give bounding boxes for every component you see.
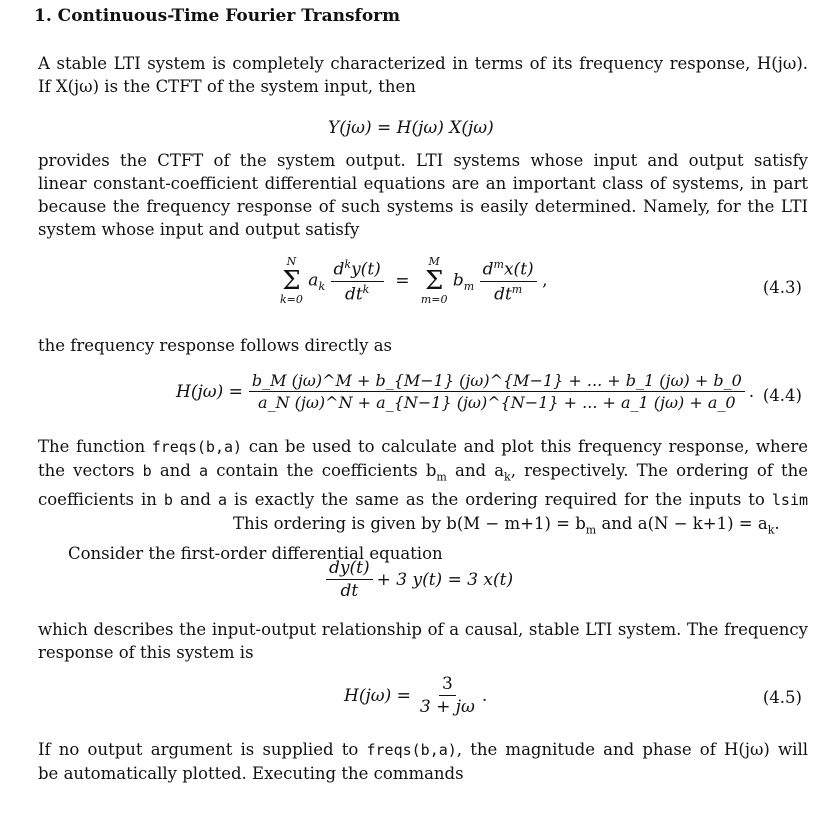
derivative-fraction xyxy=(480,258,537,304)
subscript: k xyxy=(318,279,326,293)
code-b: b xyxy=(142,462,152,480)
text-line xyxy=(38,488,808,512)
text: and xyxy=(159,461,191,480)
paragraph-follows xyxy=(38,334,808,357)
superscript: m xyxy=(511,282,523,296)
subscript: k xyxy=(504,470,511,484)
equation-4-4 xyxy=(176,371,754,412)
text-line: If X(jω) is the CTFT of the system input, then xyxy=(38,77,416,96)
text-line: provides the CTFT of the system output. LTI systems whose input and output satisfy xyxy=(38,151,808,170)
numerator: 3 xyxy=(439,674,456,696)
denominator: dt xyxy=(340,581,359,601)
paragraph-intro xyxy=(38,52,808,98)
text-line: Consider the first-order differential equation xyxy=(68,543,443,563)
paragraph-plot xyxy=(38,738,808,785)
text: and a(N − k+1) = a xyxy=(601,514,768,534)
transfer-function-fraction xyxy=(249,371,745,412)
summation-m xyxy=(421,256,448,306)
equation-number: (4.4) xyxy=(762,386,802,405)
numerator: d xyxy=(333,259,345,280)
paragraph-lti xyxy=(38,149,808,241)
superscript: k xyxy=(362,282,370,296)
equation-first-order xyxy=(326,558,513,601)
text: If no output argument is supplied to xyxy=(38,740,359,759)
superscript: k xyxy=(344,257,352,271)
text: , the magnitude and phase of H(jω) will xyxy=(456,740,808,759)
summation-k xyxy=(280,256,303,306)
code-lsim: lsim xyxy=(771,491,809,510)
paragraph-causal xyxy=(38,618,808,664)
subscript: k xyxy=(767,523,775,537)
numerator: dy(t) xyxy=(326,558,373,580)
text: and xyxy=(179,490,211,510)
subscript: m xyxy=(463,279,475,293)
sum-lower-limit: k=0 xyxy=(280,293,303,306)
code-a: a xyxy=(199,462,209,480)
derivative-fraction xyxy=(326,558,373,601)
text-line: the frequency response follows directly as xyxy=(38,336,393,355)
denominator: dt xyxy=(344,284,363,305)
denominator: 3 + jω xyxy=(419,697,475,717)
coefficient-a: a xyxy=(308,270,319,291)
equation-number: (4.5) xyxy=(762,688,802,707)
code-a: a xyxy=(217,491,228,510)
numerator-tail: y(t) xyxy=(351,259,381,280)
text-line: response of this system is xyxy=(38,643,254,662)
text-line xyxy=(38,459,808,488)
text-line: A stable LTI system is completely characterized in terms of its frequency response, H(jω). xyxy=(38,54,808,73)
paragraph-freqs xyxy=(38,435,808,565)
trailing-period: . xyxy=(748,381,755,402)
section-title: Continuous-Time Fourier Transform xyxy=(57,6,401,26)
text-line xyxy=(38,512,808,541)
subscript: m xyxy=(436,470,447,484)
transfer-function-fraction xyxy=(417,674,478,717)
coefficient-b: b xyxy=(452,270,464,291)
text-line xyxy=(38,435,808,459)
trailing-comma: , xyxy=(542,270,548,291)
sum-lower-limit: m=0 xyxy=(420,293,448,306)
equation-4-3 xyxy=(280,256,547,306)
equation-output-ctft: Y(jω) = H(jω) X(jω) xyxy=(328,118,494,138)
text: is exactly the same as the ordering required for the inputs to xyxy=(234,490,765,510)
trailing-period: . xyxy=(481,685,488,706)
sum-upper-limit: N xyxy=(286,255,297,268)
text: the vectors xyxy=(38,461,135,480)
sigma-symbol: Σ xyxy=(424,266,444,296)
text: The function xyxy=(38,437,146,456)
subscript: m xyxy=(585,523,597,537)
denominator: dt xyxy=(494,284,512,305)
code-freqs: freqs(b,a) xyxy=(366,741,457,759)
text: . xyxy=(774,514,780,534)
text: contain the coefficients b xyxy=(216,461,437,480)
text: This ordering is given by b(M − m+1) = b xyxy=(233,514,586,534)
superscript: m xyxy=(493,257,504,271)
equation-rest: + 3 y(t) = 3 x(t) xyxy=(376,569,514,590)
lhs: H(jω) = xyxy=(344,685,411,706)
equals-sign: = xyxy=(395,270,410,291)
equation-number: (4.3) xyxy=(762,278,802,297)
code-freqs: freqs(b,a) xyxy=(151,438,243,456)
text-line: linear constant-coefficient differential equations are an important class of systems, in part xyxy=(38,174,808,193)
text: and a xyxy=(455,461,505,480)
text: coefficients in xyxy=(38,490,157,510)
code-b: b xyxy=(163,491,173,510)
sum-upper-limit: M xyxy=(428,255,440,268)
text-line xyxy=(38,738,808,762)
numerator-polynomial: b_M (jω)^M + b_{M−1} (jω)^{M−1} + ... + b_1 (jω) + b_0 xyxy=(249,371,745,392)
denominator-polynomial: a_N (jω)^N + a_{N−1} (jω)^{N−1} + ... + a_1 (jω) + a_0 xyxy=(258,393,736,412)
sigma-symbol: Σ xyxy=(282,266,301,296)
section-number: 1. xyxy=(34,6,52,26)
lhs: H(jω) = xyxy=(176,381,243,402)
text-line: be automatically plotted. Executing the commands xyxy=(38,764,464,783)
text-line: system whose input and output satisfy xyxy=(38,220,360,239)
section-heading xyxy=(34,6,400,26)
equation-4-5 xyxy=(344,674,487,717)
text-line: because the frequency response of such systems is easily determined. Namely, for the LTI xyxy=(38,197,808,216)
numerator: d xyxy=(482,259,494,280)
derivative-fraction xyxy=(331,258,384,304)
text-line: which describes the input-output relationship of a causal, stable LTI system. The frequency xyxy=(38,620,808,639)
text: , respectively. The ordering of the xyxy=(510,461,809,480)
numerator-tail: x(t) xyxy=(503,259,534,280)
text: can be used to calculate and plot this frequency response, where xyxy=(248,437,809,456)
